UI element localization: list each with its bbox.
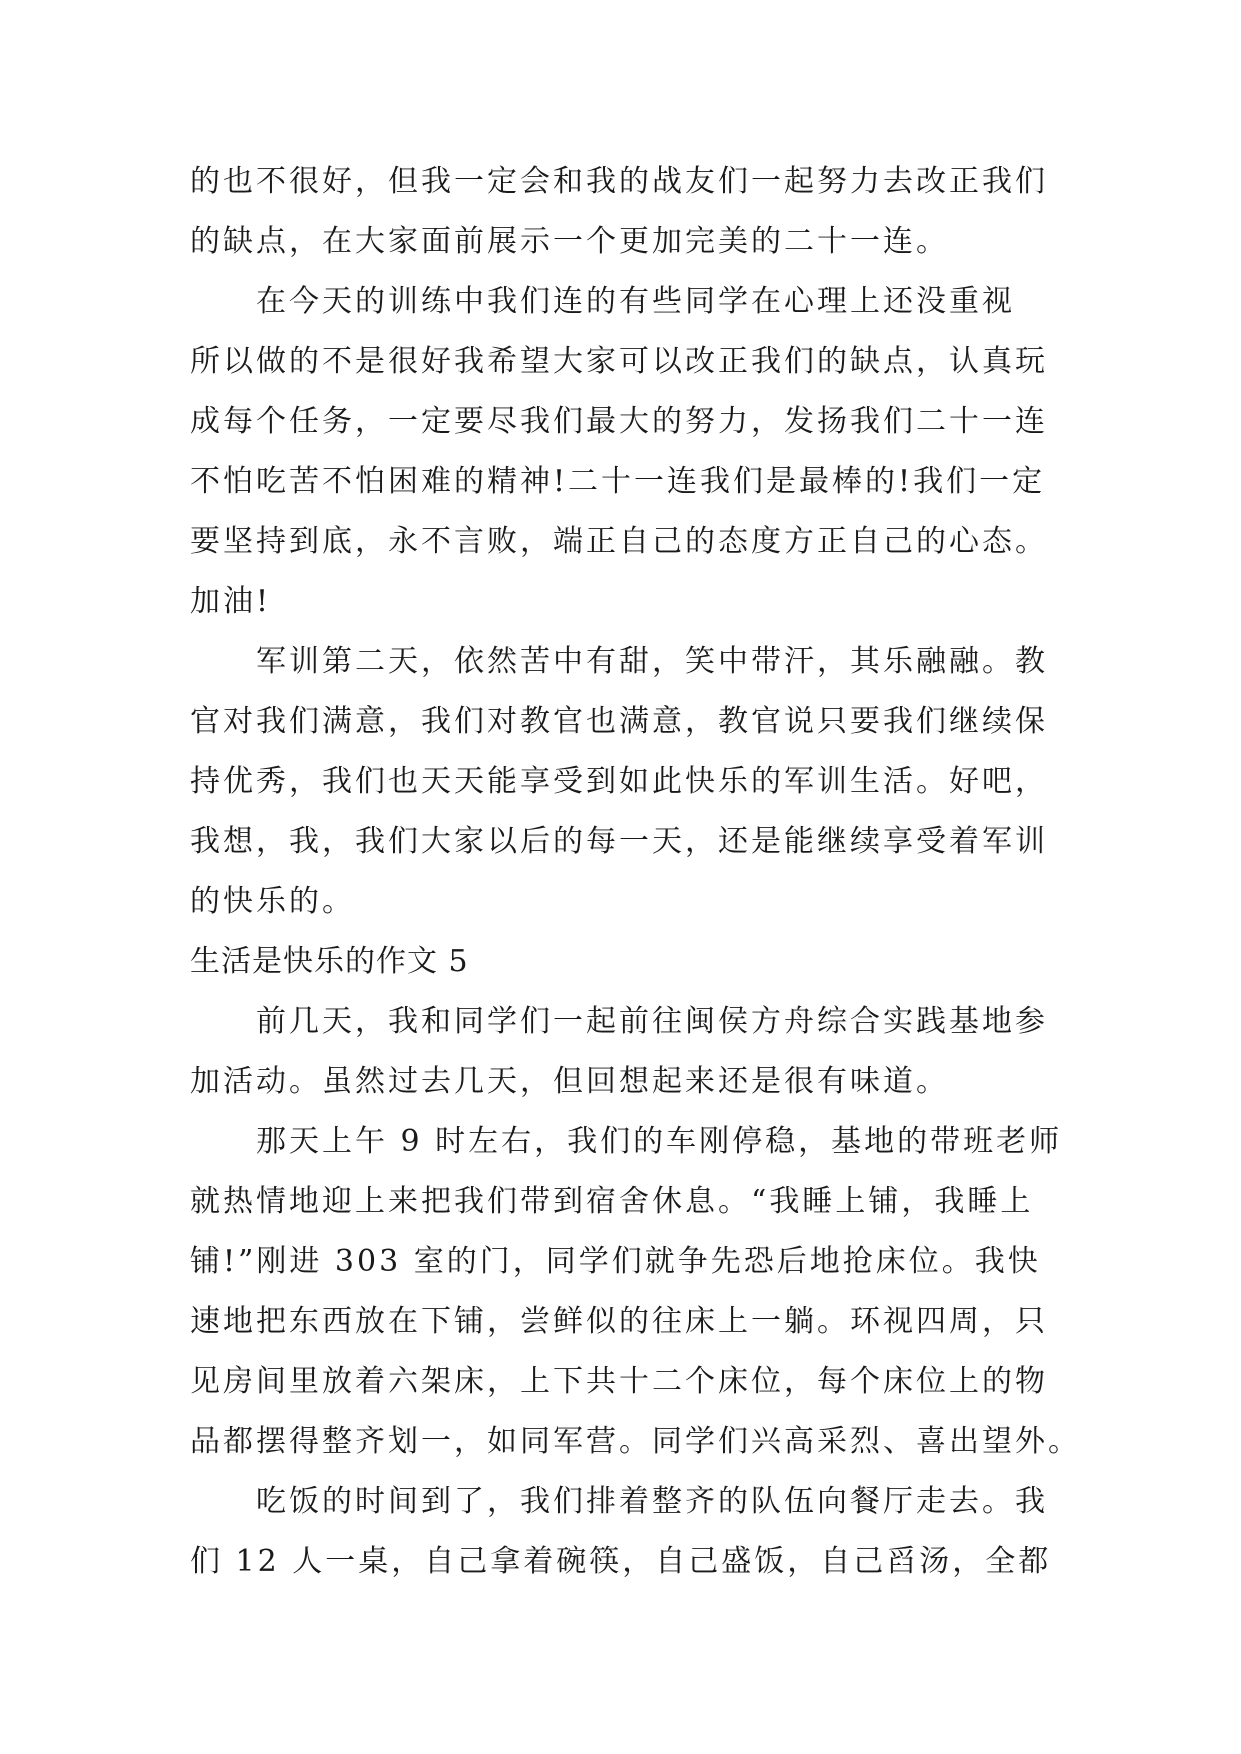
text-line: 铺!”刚进 303 室的门，同学们就争先恐后地抢床位。我快 <box>190 1244 1041 1279</box>
text-line: 品都摆得整齐划一，如同军营。同学们兴高采烈、喜出望外。 <box>190 1424 1081 1459</box>
paragraph-start-line: 吃饭的时间到了，我们排着整齐的队伍向餐厅走去。我 <box>256 1484 1048 1519</box>
section-heading: 生活是快乐的作文 5 <box>190 944 469 979</box>
text-line: 我想，我，我们大家以后的每一天，还是能继续享受着军训 <box>190 824 1048 859</box>
text-line: 持优秀，我们也天天能享受到如此快乐的军训生活。好吧， <box>190 764 1048 799</box>
paragraph-start-line: 前几天，我和同学们一起前往闽侯方舟综合实践基地参 <box>256 1004 1048 1039</box>
paragraph-start-line: 在今天的训练中我们连的有些同学在心理上还没重视 <box>256 284 1015 319</box>
paragraph-start-line: 军训第二天，依然苦中有甜，笑中带汗，其乐融融。教 <box>256 644 1048 679</box>
text-line: 们 12 人一桌，自己拿着碗筷，自己盛饭，自己舀汤，全都 <box>190 1544 1052 1579</box>
text-line: 就热情地迎上来把我们带到宿舍休息。“我睡上铺，我睡上 <box>190 1184 1034 1219</box>
text-line: 所以做的不是很好我希望大家可以改正我们的缺点，认真玩 <box>190 344 1048 379</box>
text-line: 加油! <box>190 584 272 619</box>
text-line: 的缺点，在大家面前展示一个更加完美的二十一连。 <box>190 224 949 259</box>
text-line: 成每个任务，一定要尽我们最大的努力，发扬我们二十一连 <box>190 404 1048 439</box>
text-line: 要坚持到底，永不言败，端正自己的态度方正自己的心态。 <box>190 524 1048 559</box>
text-line: 不怕吃苦不怕困难的精神!二十一连我们是最棒的!我们一定 <box>190 464 1046 499</box>
text-line: 见房间里放着六架床，上下共十二个床位，每个床位上的物 <box>190 1364 1048 1399</box>
text-line: 的快乐的。 <box>190 884 355 919</box>
paragraph-start-line: 那天上午 9 时左右，我们的车刚停稳，基地的带班老师 <box>256 1124 1063 1159</box>
text-line: 官对我们满意，我们对教官也满意，教官说只要我们继续保 <box>190 704 1048 739</box>
text-line: 加活动。虽然过去几天，但回想起来还是很有味道。 <box>190 1064 949 1099</box>
text-line: 的也不很好，但我一定会和我的战友们一起努力去改正我们 <box>190 164 1048 199</box>
document-body <box>190 152 1081 1592</box>
text-line: 速地把东西放在下铺，尝鲜似的往床上一躺。环视四周，只 <box>190 1304 1048 1339</box>
